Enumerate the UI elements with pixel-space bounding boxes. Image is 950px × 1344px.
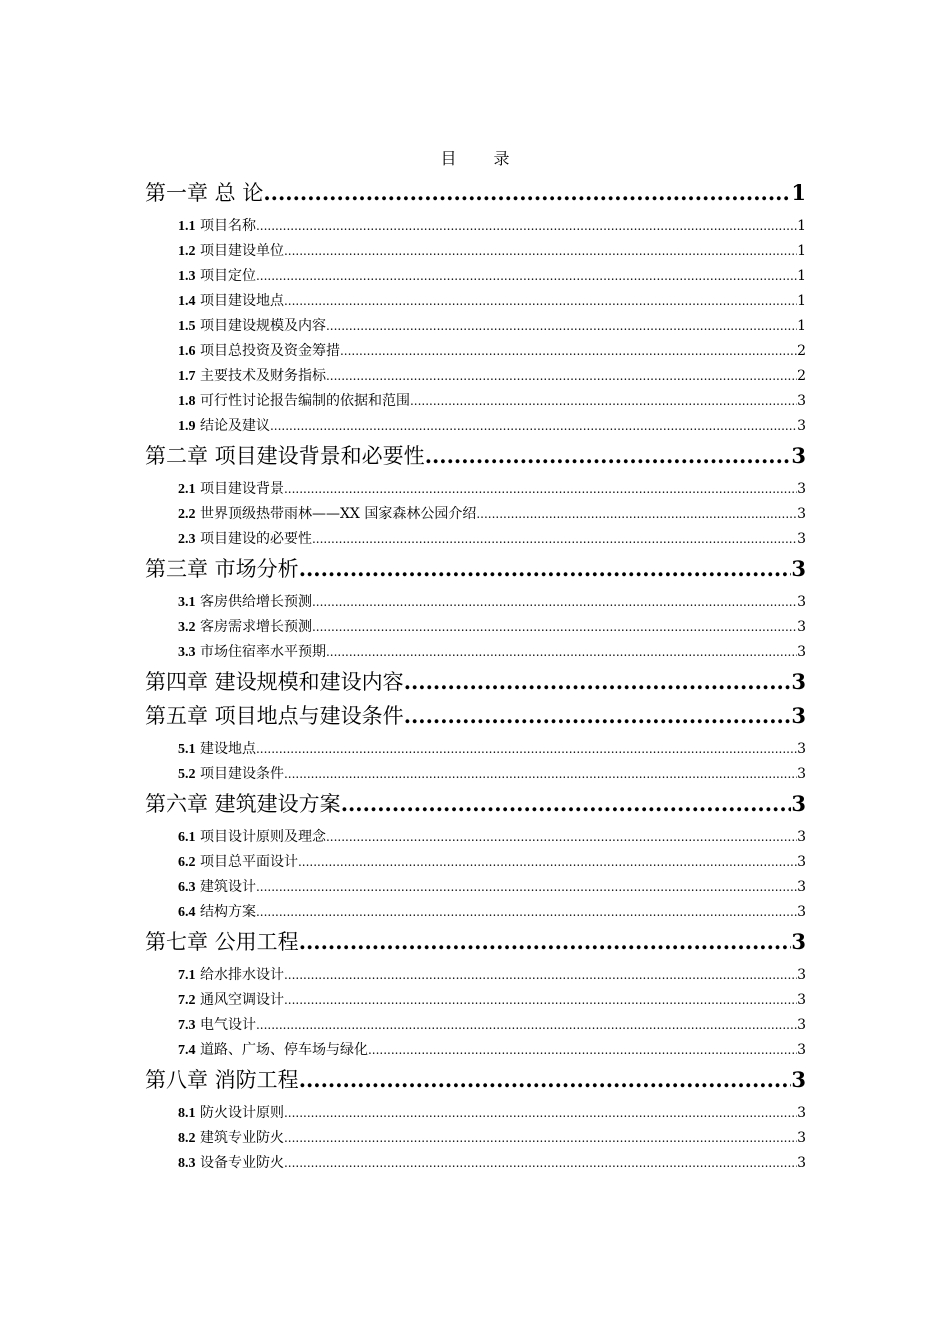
page-number: 3 — [797, 904, 806, 920]
dot-leader — [256, 214, 797, 239]
section-title: 项目定位 — [199, 268, 256, 284]
page-number: 3 — [797, 766, 806, 782]
dot-leader — [256, 264, 797, 289]
section-number: 6.3 — [178, 880, 196, 895]
section-number: 8.3 — [178, 1156, 196, 1171]
section-title: 项目设计原则及理念 — [199, 829, 326, 845]
page-number: 3 — [797, 741, 806, 757]
section-title: 市场住宿率水平预期 — [199, 644, 326, 660]
page-number: 1 — [797, 243, 806, 259]
toc-section-entry[interactable] — [145, 339, 806, 364]
dot-leader — [404, 665, 792, 699]
section-title: 防火设计原则 — [199, 1105, 284, 1121]
toc-section-entry[interactable] — [145, 527, 806, 552]
section-title: 通风空调设计 — [199, 992, 284, 1008]
toc-entry-title — [178, 1013, 256, 1038]
toc-entry-title — [178, 264, 256, 289]
toc-section-entry[interactable] — [145, 264, 806, 289]
section-title: 项目总平面设计 — [199, 854, 298, 870]
dot-leader — [256, 1013, 797, 1038]
section-title: 建筑设计 — [199, 879, 256, 895]
toc-entry-title — [178, 850, 298, 875]
page-number: 3 — [797, 1130, 806, 1146]
dot-leader — [284, 762, 797, 787]
section-title: 项目名称 — [199, 218, 256, 234]
section-title: 项目建设条件 — [199, 766, 284, 782]
toc-entry-title — [178, 640, 326, 665]
toc-entry-title — [178, 364, 326, 389]
page-number: 3 — [791, 703, 806, 728]
toc-entry-title — [178, 389, 410, 414]
page-number: 3 — [797, 418, 806, 434]
section-title: 建筑专业防火 — [199, 1130, 284, 1146]
dot-leader — [284, 1151, 797, 1176]
toc-section-entry[interactable] — [145, 214, 806, 239]
toc-section-entry[interactable] — [145, 289, 806, 314]
dot-leader — [425, 439, 792, 473]
page-number: 3 — [791, 556, 806, 581]
page-number: 3 — [797, 393, 806, 409]
section-number: 3.1 — [178, 595, 196, 610]
dot-leader — [312, 527, 797, 552]
toc-entry-title — [178, 289, 284, 314]
chapter-title: 第八章 消防工程 — [145, 1068, 299, 1092]
section-number: 8.1 — [178, 1106, 196, 1121]
toc-entry-title — [178, 1038, 368, 1063]
page-number: 3 — [797, 1105, 806, 1121]
dot-leader — [256, 737, 797, 762]
chapter-title: 第二章 项目建设背景和必要性 — [145, 444, 425, 468]
toc-entry-title — [178, 737, 256, 762]
chapter-title: 第一章 总 论 — [145, 181, 264, 205]
page-number: 3 — [797, 644, 806, 660]
toc-section-entry[interactable] — [145, 389, 806, 414]
toc-entry-title — [178, 590, 312, 615]
toc-entry-title — [178, 1126, 284, 1151]
section-number: 3.3 — [178, 645, 196, 660]
dot-leader — [340, 339, 797, 364]
toc-section-entry[interactable] — [145, 875, 806, 900]
section-title: 主要技术及财务指标 — [199, 368, 326, 384]
toc-entry-title — [178, 1101, 284, 1126]
page-number: 3 — [791, 669, 806, 694]
toc-chapter-entry[interactable] — [145, 1063, 806, 1097]
dot-leader — [284, 988, 797, 1013]
page-number: 3 — [791, 929, 806, 954]
toc-section-entry[interactable] — [145, 825, 806, 850]
section-title: 项目建设规模及内容 — [199, 318, 326, 334]
toc-section-entry[interactable] — [145, 737, 806, 762]
toc-section-entry[interactable] — [145, 1013, 806, 1038]
toc-chapter-entry[interactable] — [145, 699, 806, 733]
dot-leader — [326, 640, 797, 665]
toc-section-entry[interactable] — [145, 615, 806, 640]
page-number: 3 — [791, 1067, 806, 1092]
toc-section-entry[interactable] — [145, 988, 806, 1013]
dot-leader — [299, 552, 792, 586]
section-title: 项目建设地点 — [199, 293, 284, 309]
toc-entry-title — [178, 477, 284, 502]
toc-entry-title — [178, 825, 326, 850]
dot-leader — [404, 699, 792, 733]
page-number: 1 — [797, 218, 806, 234]
toc-section-entry[interactable] — [145, 590, 806, 615]
toc-chapter-entry[interactable] — [145, 176, 806, 210]
section-number: 6.2 — [178, 855, 196, 870]
dot-leader — [263, 176, 791, 210]
dot-leader — [284, 1101, 797, 1126]
chapter-title: 第四章 建设规模和建设内容 — [145, 670, 404, 694]
toc-entry-title — [178, 875, 256, 900]
dot-leader — [299, 925, 792, 959]
section-title: 客房供给增长预测 — [199, 594, 312, 610]
toc-section-entry[interactable] — [145, 314, 806, 339]
dot-leader — [312, 590, 797, 615]
toc-entry-title — [178, 214, 256, 239]
section-number: 1.4 — [178, 294, 196, 309]
page-number: 3 — [797, 1042, 806, 1058]
toc-entry-title — [178, 963, 284, 988]
page-number: 1 — [797, 318, 806, 334]
page-number: 3 — [797, 531, 806, 547]
section-number: 6.4 — [178, 905, 196, 920]
dot-leader — [476, 502, 797, 527]
page-number: 3 — [797, 1017, 806, 1033]
chapter-title: 第五章 项目地点与建设条件 — [145, 704, 404, 728]
section-title: 电气设计 — [199, 1017, 256, 1033]
toc-entry-title — [178, 339, 340, 364]
section-title: 道路、广场、停车场与绿化 — [199, 1042, 368, 1058]
page-number: 3 — [797, 879, 806, 895]
dot-leader — [256, 875, 797, 900]
dot-leader — [284, 963, 797, 988]
page-number: 3 — [797, 506, 806, 522]
toc-entry-title — [178, 502, 476, 527]
toc-section-entry[interactable] — [145, 900, 806, 925]
section-number: 7.1 — [178, 968, 196, 983]
dot-leader — [326, 314, 797, 339]
dot-leader — [368, 1038, 797, 1063]
toc-title: 目 录 — [440, 149, 526, 168]
section-title: 客房需求增长预测 — [199, 619, 312, 635]
toc-section-entry[interactable] — [145, 640, 806, 665]
table-of-contents — [145, 176, 806, 1176]
toc-section-entry[interactable] — [145, 850, 806, 875]
section-number: 7.4 — [178, 1043, 196, 1058]
toc-chapter-entry[interactable] — [145, 787, 806, 821]
section-number: 5.2 — [178, 767, 196, 782]
page-number: 3 — [791, 443, 806, 468]
page-number: 3 — [797, 967, 806, 983]
dot-leader — [326, 825, 797, 850]
dot-leader — [284, 1126, 797, 1151]
toc-section-entry[interactable] — [145, 762, 806, 787]
section-title: 建设地点 — [199, 741, 256, 757]
dot-leader — [256, 900, 797, 925]
section-title: 项目建设单位 — [199, 243, 284, 259]
toc-entry-title — [178, 239, 284, 264]
toc-section-entry[interactable] — [145, 414, 806, 439]
section-title: 结论及建议 — [199, 418, 270, 434]
page-number: 3 — [797, 854, 806, 870]
toc-section-entry[interactable] — [145, 963, 806, 988]
toc-chapter-entry[interactable] — [145, 552, 806, 586]
section-title: 给水排水设计 — [199, 967, 284, 983]
toc-chapter-entry[interactable] — [145, 439, 806, 473]
toc-section-entry[interactable] — [145, 502, 806, 527]
section-number: 2.2 — [178, 507, 196, 522]
page-number: 2 — [797, 343, 806, 359]
section-number: 1.6 — [178, 344, 196, 359]
page-number: 1 — [797, 293, 806, 309]
page-number: 3 — [797, 992, 806, 1008]
page-number: 1 — [797, 268, 806, 284]
section-number: 2.3 — [178, 532, 196, 547]
toc-section-entry[interactable] — [145, 1151, 806, 1176]
section-number: 6.1 — [178, 830, 196, 845]
section-number: 1.3 — [178, 269, 196, 284]
dot-leader — [326, 364, 797, 389]
section-number: 1.7 — [178, 369, 196, 384]
chapter-title: 第三章 市场分析 — [145, 557, 299, 581]
page-number: 1 — [791, 180, 806, 205]
toc-entry-title — [178, 527, 312, 552]
chapter-title: 第六章 建筑建设方案 — [145, 792, 341, 816]
section-title: 世界顶级热带雨林——XX 国家森林公园介绍 — [199, 506, 477, 522]
toc-section-entry[interactable] — [145, 477, 806, 502]
section-number: 1.8 — [178, 394, 196, 409]
section-number: 5.1 — [178, 742, 196, 757]
dot-leader — [312, 615, 797, 640]
dot-leader — [284, 289, 797, 314]
section-number: 1.1 — [178, 219, 196, 234]
dot-leader — [299, 1063, 792, 1097]
toc-entry-title — [178, 900, 256, 925]
toc-section-entry[interactable] — [145, 1038, 806, 1063]
section-title: 结构方案 — [199, 904, 256, 920]
section-number: 3.2 — [178, 620, 196, 635]
toc-chapter-entry[interactable] — [145, 665, 806, 699]
page-number: 3 — [797, 481, 806, 497]
section-number: 1.9 — [178, 419, 196, 434]
section-number: 1.2 — [178, 244, 196, 259]
page-number: 3 — [791, 791, 806, 816]
page-number: 3 — [797, 829, 806, 845]
section-title: 项目建设背景 — [199, 481, 284, 497]
section-number: 2.1 — [178, 482, 196, 497]
section-title: 项目总投资及资金筹措 — [199, 343, 340, 359]
dot-leader — [284, 239, 797, 264]
section-number: 8.2 — [178, 1131, 196, 1146]
chapter-title: 第七章 公用工程 — [145, 930, 299, 954]
page-number: 2 — [797, 368, 806, 384]
toc-entry-title — [178, 615, 312, 640]
section-number: 1.5 — [178, 319, 196, 334]
page-number: 3 — [797, 619, 806, 635]
toc-entry-title — [178, 414, 270, 439]
toc-section-entry[interactable] — [145, 1126, 806, 1151]
toc-entry-title — [178, 1151, 284, 1176]
page-number: 3 — [797, 1155, 806, 1171]
section-title: 可行性讨论报告编制的依据和范围 — [199, 393, 410, 409]
page-number: 3 — [797, 594, 806, 610]
toc-section-entry[interactable] — [145, 364, 806, 389]
toc-section-entry[interactable] — [145, 1101, 806, 1126]
dot-leader — [341, 787, 792, 821]
toc-section-entry[interactable] — [145, 239, 806, 264]
dot-leader — [298, 850, 797, 875]
dot-leader — [270, 414, 797, 439]
toc-entry-title — [178, 314, 326, 339]
section-number: 7.2 — [178, 993, 196, 1008]
toc-entry-title — [178, 988, 284, 1013]
dot-leader — [284, 477, 797, 502]
dot-leader — [410, 389, 797, 414]
section-number: 7.3 — [178, 1018, 196, 1033]
toc-entry-title — [178, 762, 284, 787]
section-title: 项目建设的必要性 — [199, 531, 312, 547]
toc-chapter-entry[interactable] — [145, 925, 806, 959]
section-title: 设备专业防火 — [199, 1155, 284, 1171]
